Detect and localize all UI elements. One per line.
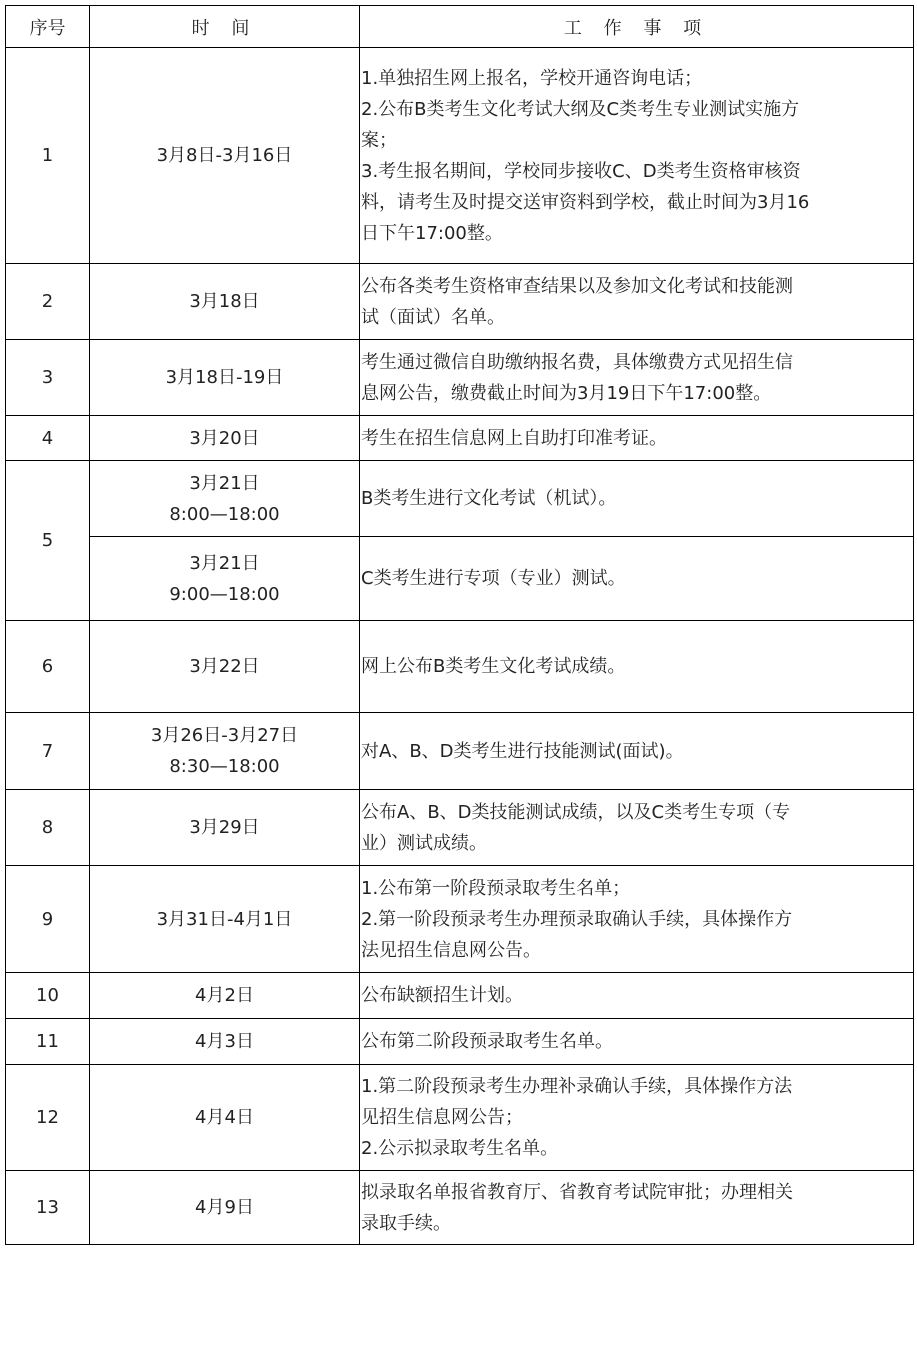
row-number: 9 [6,866,90,973]
row-number: 6 [6,621,90,713]
task-line: 公布第二阶段预录取考生名单。 [361,1031,613,1052]
row-task [360,790,914,866]
row-number: 12 [6,1065,90,1171]
row-task [360,1065,914,1171]
row-task [360,264,914,340]
row-task [360,866,914,973]
row-number: 5 [6,461,90,621]
task-line: 业）测试成绩。 [361,832,487,854]
row-time [90,973,360,1019]
row-time [90,866,360,973]
table-row [6,621,914,713]
table-row [6,713,914,790]
row-task [360,416,914,461]
row-task [360,340,914,416]
time-line: 9:00—18:00 [169,583,280,605]
row-time [90,790,360,866]
time-line: 3月20日 [189,427,260,449]
time-line: 3月18日 [189,291,260,312]
table-row [6,973,914,1019]
row-number: 7 [6,713,90,790]
row-task [360,621,914,713]
row-time [90,48,360,264]
table-row [6,1019,914,1065]
time-line: 3月26日-3月27日 [150,725,299,746]
time-line: 8:00—18:00 [169,503,280,525]
time-line: 3月22日 [189,656,260,677]
task-line: 公布缺额招生计划。 [361,985,523,1006]
row-time [90,1019,360,1065]
row-task [360,973,914,1019]
time-line: 3月31日-4月1日 [156,908,293,930]
time-line: 3月18日-19日 [165,367,284,388]
time-line: 4月3日 [195,1031,254,1052]
task-line: 2.公示拟录取考生名单。 [361,1138,559,1159]
table-row [6,1171,914,1245]
table-row [6,48,914,264]
row-task [360,1019,914,1065]
row-number: 4 [6,416,90,461]
task-line: B类考生进行文化考试（机试）。 [361,488,617,509]
table-row [6,866,914,973]
task-line: 1.第二阶段预录考生办理补录确认手续，具体操作方法 [361,1076,793,1097]
table-row [6,416,914,461]
row-number: 2 [6,264,90,340]
row-number: 11 [6,1019,90,1065]
task-line: 法见招生信息网公告。 [361,939,541,961]
time-line: 3月21日 [189,472,260,494]
task-line: 2.第一阶段预录考生办理预录取确认手续，具体操作方 [361,908,793,930]
schedule-table [5,5,914,1245]
row-time [90,264,360,340]
header-no: 序号 [6,6,90,48]
time-line: 3月21日 [189,552,260,574]
row-task [360,713,914,790]
task-line: 公布各类考生资格审查结果以及参加文化考试和技能测 [361,275,793,297]
header-time: 时 间 [90,6,360,48]
table-row [6,1065,914,1171]
row-time [90,1065,360,1171]
row-time [90,621,360,713]
header-task: 工 作 事 项 [360,6,914,48]
task-line: 日下午17:00整。 [361,222,503,244]
task-line: 考生通过微信自助缴纳报名费，具体缴费方式见招生信 [361,351,793,373]
task-line: 拟录取名单报省教育厅、省教育考试院审批；办理相关 [361,1181,793,1203]
task-line: 考生在招生信息网上自助打印准考证。 [361,427,667,449]
table-row [6,537,914,621]
task-line: C类考生进行专项（专业）测试。 [361,568,626,589]
time-line: 8:30—18:00 [169,756,280,777]
task-line: 2.公布B类考生文化考试大纲及C类考生专业测试实施方 [361,98,800,120]
row-task [360,1171,914,1245]
task-line: 案； [361,129,397,151]
row-time [90,713,360,790]
time-line: 3月8日-3月16日 [156,145,293,166]
time-line: 4月2日 [195,985,254,1006]
task-line: 料，请考生及时提交送审资料到学校，截止时间为3月16 [361,191,810,213]
task-line: 试（面试）名单。 [361,306,505,328]
task-line: 1.公布第一阶段预录取考生名单； [361,877,631,899]
row-time [90,1171,360,1245]
table-row [6,264,914,340]
task-line: 息网公告，缴费截止时间为3月19日下午17:00整。 [361,382,772,404]
row-time [90,461,360,537]
row-time [90,340,360,416]
time-line: 4月9日 [195,1197,254,1218]
task-line: 录取手续。 [361,1212,451,1234]
table-row [6,340,914,416]
row-task [360,461,914,537]
time-line: 3月29日 [189,817,260,838]
row-number: 1 [6,48,90,264]
table-row [6,461,914,537]
task-line: 见招生信息网公告； [361,1107,523,1128]
table-row [6,790,914,866]
row-task [360,48,914,264]
row-number: 3 [6,340,90,416]
task-line: 公布A、B、D类技能测试成绩，以及C类考生专项（专 [361,801,791,823]
row-number: 13 [6,1171,90,1245]
task-line: 3.考生报名期间，学校同步接收C、D类考生资格审核资 [361,160,801,182]
task-line: 1.单独招生网上报名，学校开通咨询电话； [361,67,703,89]
row-time [90,416,360,461]
row-number: 10 [6,973,90,1019]
row-number: 8 [6,790,90,866]
header-row [6,6,914,48]
task-line: 网上公布B类考生文化考试成绩。 [361,656,626,677]
row-time [90,537,360,621]
row-task [360,537,914,621]
task-line: 对A、B、D类考生进行技能测试(面试)。 [361,740,684,762]
time-line: 4月4日 [195,1107,254,1128]
